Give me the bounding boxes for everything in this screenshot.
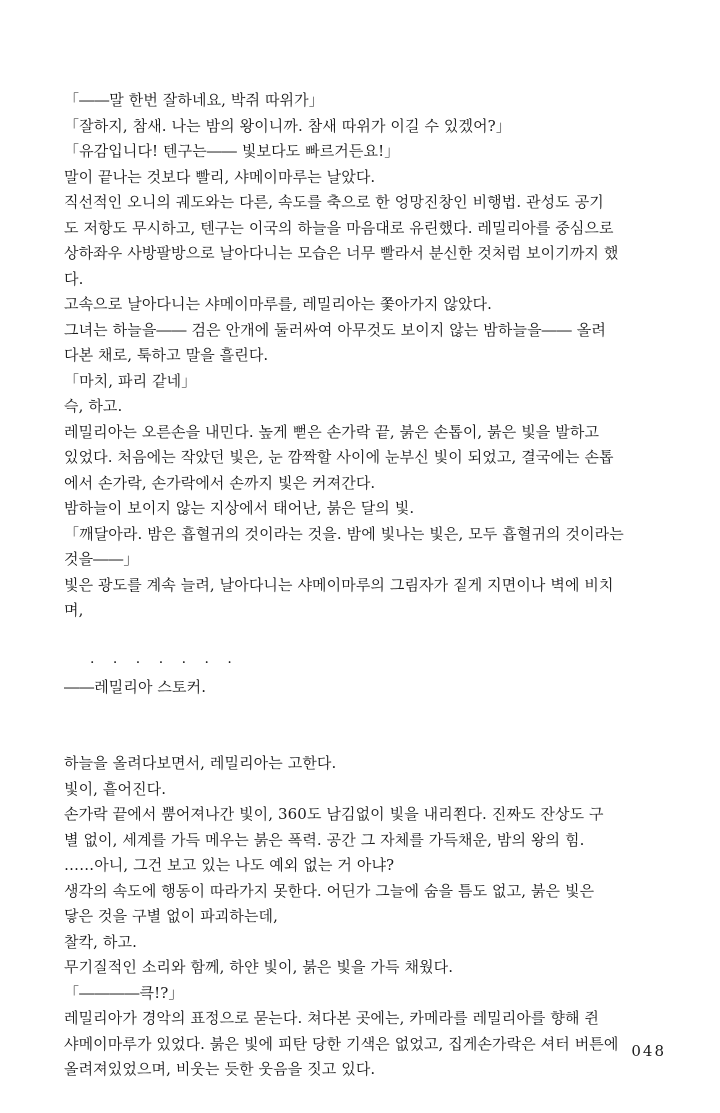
text-line: 「――――큭!?」 xyxy=(64,983,184,1002)
text-line: 「깨달아라. 밤은 흡혈귀의 것이라는 것을. 밤에 빛나는 빛은, 모두 흡혈귀의 것이라는 xyxy=(64,524,624,543)
text-line: 손가락 끝에서 뿜어져나간 빛이, 360도 남김없이 빛을 내리쬔다. 진짜도 잔상도 구 xyxy=(64,805,604,823)
text-line: 생각의 속도에 행동이 따라가지 못한다. 어딘가 그늘에 숨을 틈도 없고, 붉은 빛은 xyxy=(64,881,595,900)
text-line: 무기질적인 소리와 함께, 하얀 빛이, 붉은 빛을 가득 채웠다. xyxy=(64,958,454,976)
body-text xyxy=(64,88,668,1083)
text-line: 레밀리아가 경악의 표정으로 묻는다. 쳐다본 곳에는, 카메라를 레밀리아를 향해 쥔 xyxy=(64,1009,600,1027)
blank-line xyxy=(64,726,668,752)
text-line: 슥, 하고. xyxy=(64,397,123,415)
text-line: 말이 끝나는 것보다 빨리, 샤메이마루는 날았다. xyxy=(64,167,376,186)
text-line: 「마치, 파리 같네」 xyxy=(64,371,197,390)
spell-name-line: ――레밀리아 스토커. xyxy=(64,677,207,696)
text-line: 빛은 광도를 계속 늘려, 날아다니는 샤메이마루의 그림자가 짙게 지면이나 벽에 비치 xyxy=(64,575,614,594)
text-line: 다본 채로, 툭하고 말을 흘린다. xyxy=(64,346,269,364)
text-line: 고속으로 날아다니는 샤메이마루를, 레밀리아는 쫓아가지 않았다. xyxy=(64,295,493,313)
text-line: 며, xyxy=(64,601,84,619)
text-line: 「――말 한번 잘하네요, 박쥐 따위가」 xyxy=(64,91,324,109)
text-line: 샤메이마루가 있었다. 붉은 빛에 피탄 당한 기색은 없었고, 집게손가락은 셔터 버튼에 xyxy=(64,1034,619,1053)
blank-line xyxy=(64,700,668,726)
text-line: 「잘하지, 참새. 나는 밤의 왕이니까. 참새 따위가 이길 수 있겠어?」 xyxy=(64,116,511,135)
text-line: ……아니, 그건 보고 있는 나도 예외 없는 거 아냐? xyxy=(64,856,395,874)
text-line: 에서 손가락, 손가락에서 손까지 빛은 커져간다. xyxy=(64,473,376,492)
text-line: 상하좌우 사방팔방으로 날아다니는 모습은 너무 빨라서 분신한 것처럼 보이기까지 했 xyxy=(64,244,619,262)
text-line: 하늘을 올려다보면서, 레밀리아는 고한다. xyxy=(64,754,337,772)
text-line: 찰칵, 하고. xyxy=(64,932,137,951)
text-line: 다. xyxy=(64,269,84,288)
text-line: 별 없이, 세계를 가득 메우는 붉은 폭력. 공간 그 자체를 가득채운, 밤의 왕의 힘. xyxy=(64,830,585,849)
text-line: 레밀리아는 오른손을 내민다. 높게 뻗은 손가락 끝, 붉은 손톱이, 붉은 빛을 발하고 xyxy=(64,422,600,441)
page-number: 048 xyxy=(631,1042,666,1060)
blank-line xyxy=(64,624,668,650)
text-line: 밤하늘이 보이지 않는 지상에서 태어난, 붉은 달의 빛. xyxy=(64,499,415,517)
text-line: 있었다. 처음에는 작았던 빛은, 눈 깜짝할 사이에 눈부신 빛이 되었고, 결국에는 손톱 xyxy=(64,448,614,466)
text-line: 직선적인 오니의 궤도와는 다른, 속도를 축으로 한 엉망진창인 비행법. 관성도 공기 xyxy=(64,193,604,211)
text-line: 그녀는 하늘을―― 검은 안개에 둘러싸여 아무것도 보이지 않는 밤하늘을―― 올려 xyxy=(64,320,606,339)
text-line: 「유감입니다! 텐구는―― 빛보다도 빠르거든요!」 xyxy=(64,142,400,160)
text-line: 올려져있었으며, 비웃는 듯한 웃음을 짓고 있다. xyxy=(64,1060,376,1078)
text-line: 닿은 것을 구별 없이 파괴하는데, xyxy=(64,907,279,925)
text-line: 것을――」 xyxy=(64,550,139,568)
text-line: 빛이, 흩어진다. xyxy=(64,779,167,798)
text-line: 도 저항도 무시하고, 텐구는 이국의 하늘을 마음대로 유린했다. 레밀리아를 중심으로 xyxy=(64,218,614,237)
emphasis-dots: · · · · · · · xyxy=(90,655,239,671)
